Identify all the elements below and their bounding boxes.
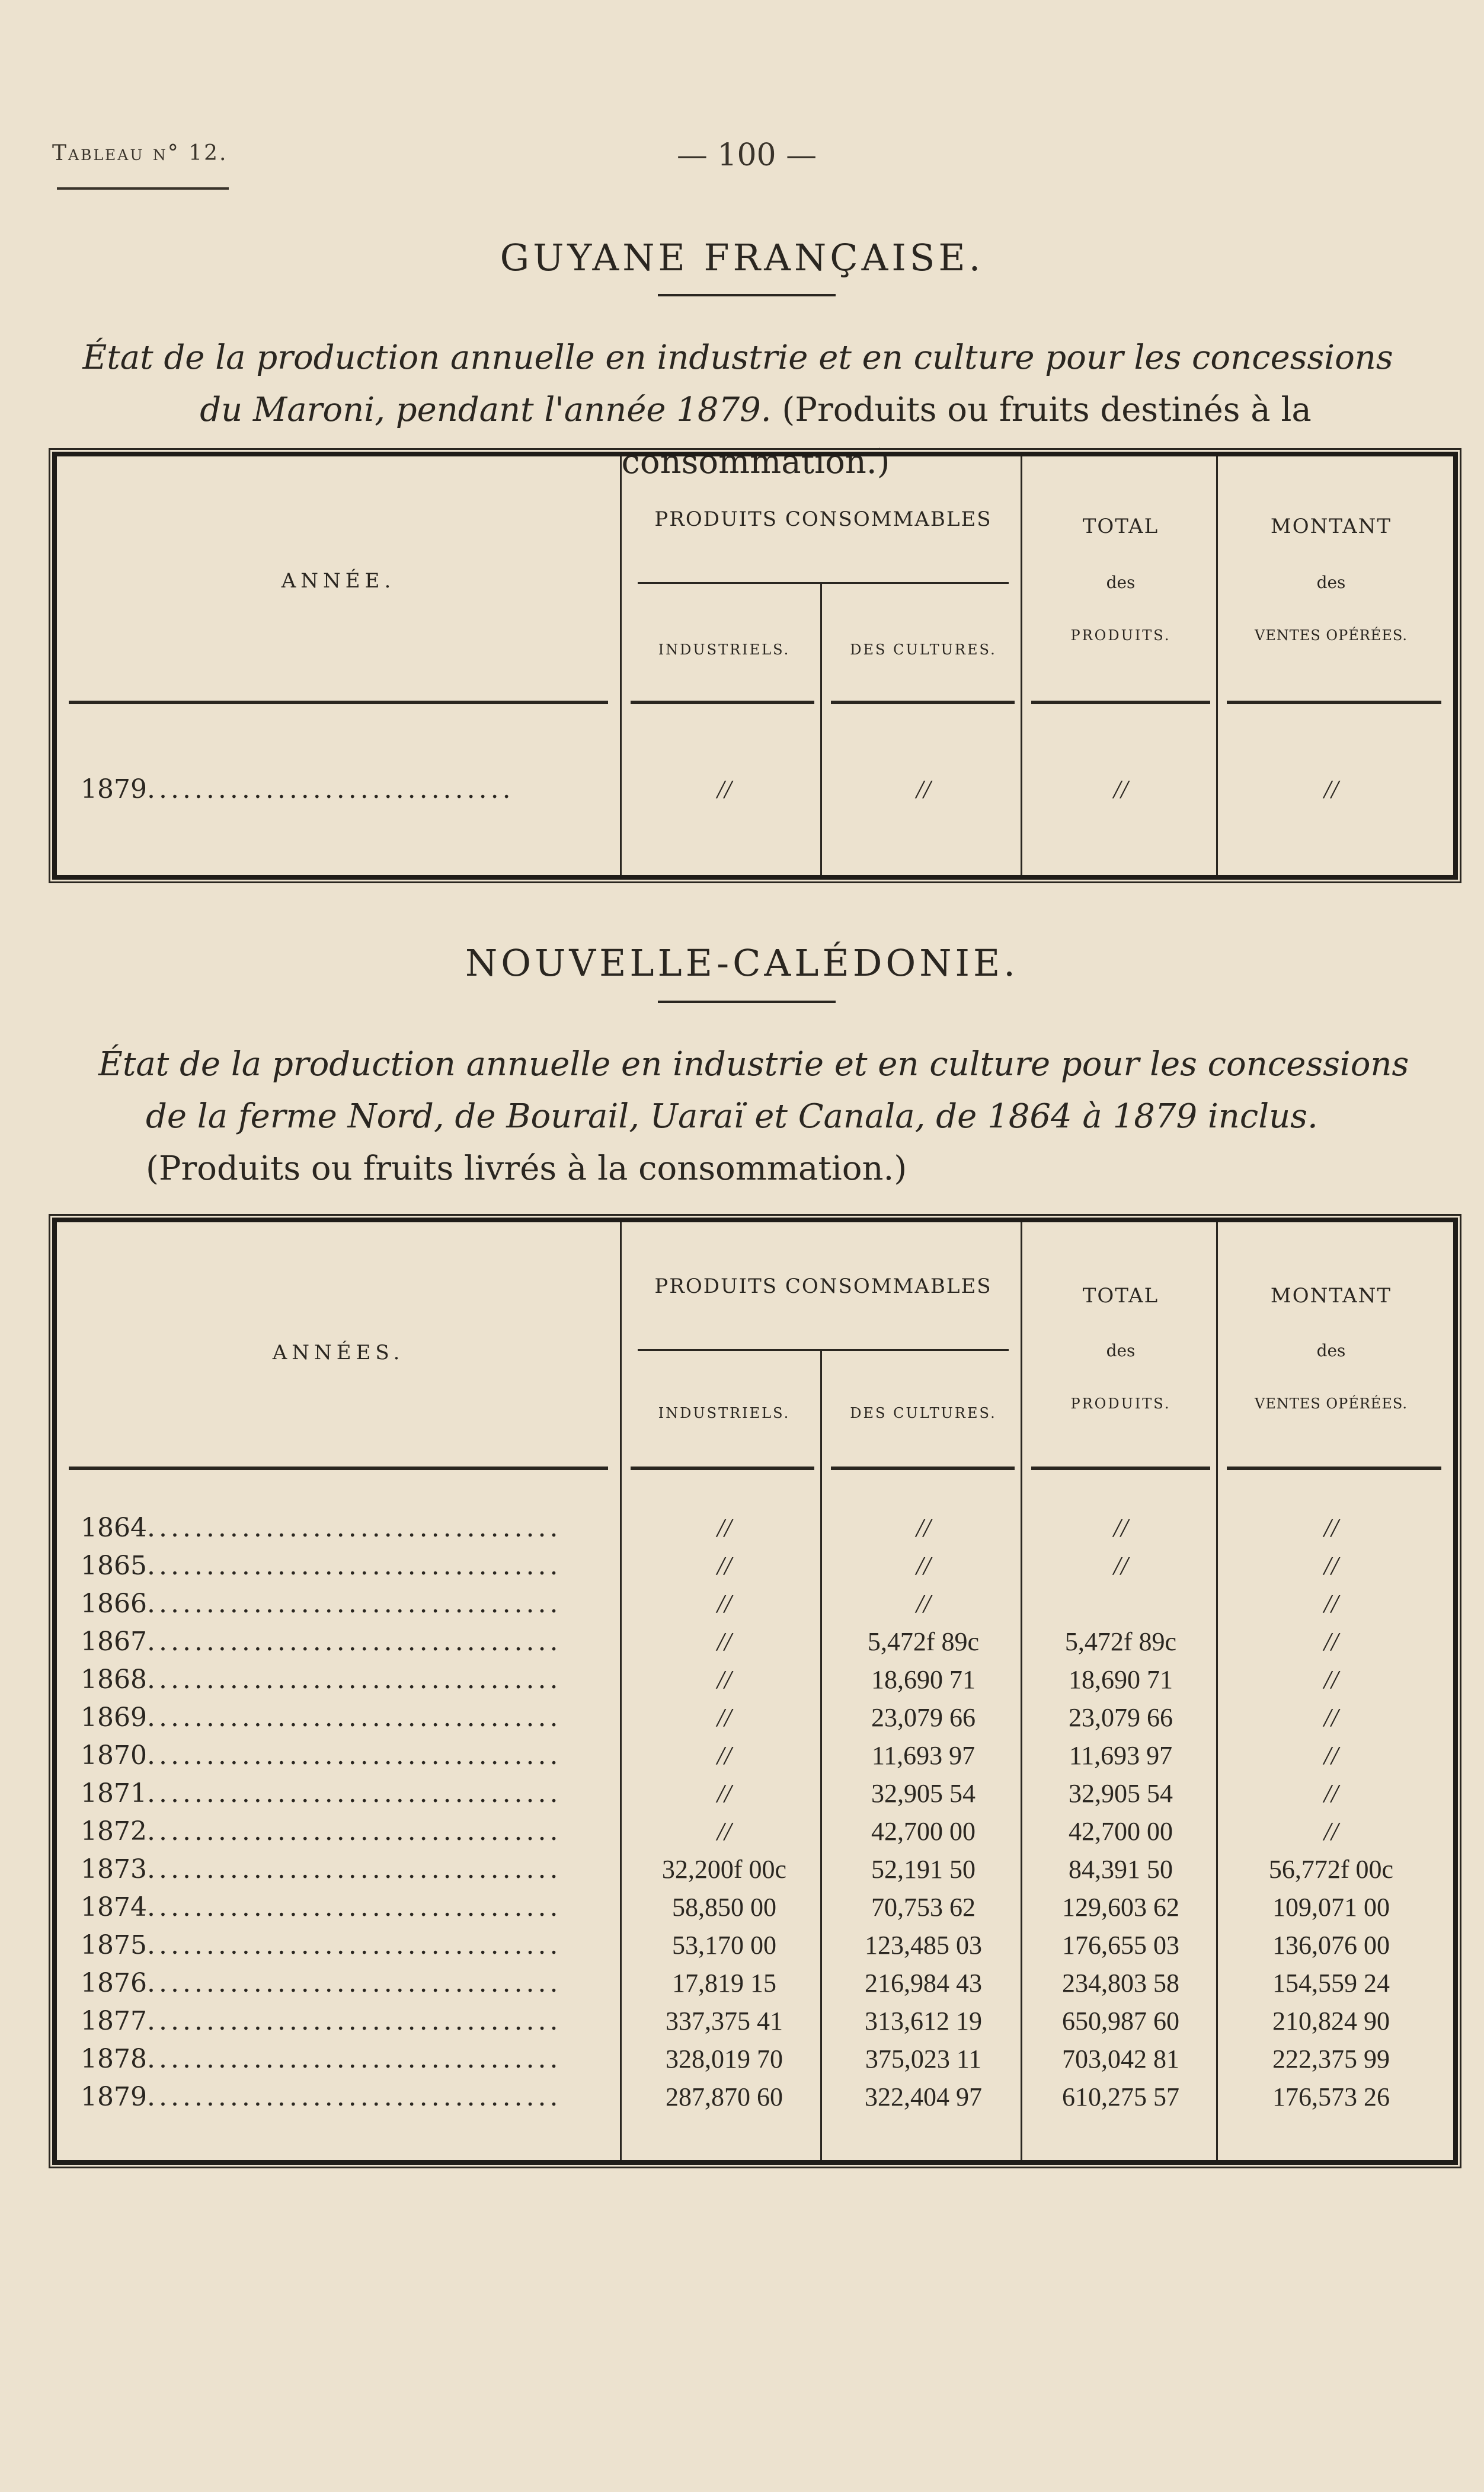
table-row	[57, 1585, 1453, 1623]
table-row	[57, 1623, 1453, 1661]
row-year: 1875...................................	[81, 1930, 562, 1960]
row-total: 650,987 60	[1062, 2007, 1179, 2036]
t2-header-cult: DES CULTURES.	[850, 1405, 997, 1421]
table-row	[57, 1813, 1453, 1851]
t1-header-group: PRODUITS CONSOMMABLES	[654, 507, 992, 531]
t2-header-rule	[831, 1467, 1015, 1470]
section1-title: GUYANE FRANÇAISE.	[500, 236, 984, 279]
t1-header-rule	[631, 701, 814, 704]
page-number: — 100 —	[676, 138, 817, 173]
row-cultures: 23,079 66	[871, 1703, 976, 1732]
row-total: 18,690 71	[1069, 1665, 1173, 1694]
table-row	[57, 1926, 1453, 1964]
table-row	[57, 1509, 1453, 1547]
row-total: 32,905 54	[1069, 1779, 1173, 1808]
row-cultures: //	[916, 775, 931, 804]
row-industriels: //	[717, 1513, 732, 1542]
row-year: 1867...................................	[81, 1627, 562, 1657]
row-year: 1871...................................	[81, 1778, 562, 1809]
row-total: 11,693 97	[1069, 1741, 1173, 1770]
row-industriels: 287,870 60	[666, 2082, 783, 2111]
t1-header-rule	[831, 701, 1015, 704]
row-total: 42,700 00	[1069, 1817, 1173, 1846]
row-industriels: //	[717, 1817, 732, 1846]
row-montant: 136,076 00	[1272, 1931, 1390, 1960]
row-montant: 109,071 00	[1272, 1893, 1390, 1922]
t1-header-total-2: des	[1106, 573, 1136, 592]
row-year: 1866...................................	[81, 1589, 562, 1619]
row-year: 1869...................................	[81, 1702, 562, 1733]
section1-table	[52, 452, 1458, 880]
row-year: 1878...................................	[81, 2044, 562, 2074]
table-row	[57, 2078, 1453, 2116]
t2-header-rule	[1031, 1467, 1210, 1470]
row-montant: //	[1323, 1627, 1339, 1656]
section2-caption-italic: État de la production annuelle en industrie et en culture pour les concessions de la ferme Nord, de Bourail, Uaraï et Canala, de 1864 à 1879 inclus.	[98, 1045, 1409, 1136]
row-industriels: //	[717, 1589, 732, 1618]
t2-header-ind: INDUSTRIELS.	[658, 1405, 791, 1421]
row-cultures: //	[916, 1513, 931, 1542]
row-total: 610,275 57	[1062, 2082, 1179, 2111]
row-cultures: //	[916, 1589, 931, 1618]
row-cultures: 5,472f 89c	[867, 1627, 980, 1656]
row-total: //	[1113, 1551, 1128, 1580]
t2-header-montant-2: des	[1316, 1341, 1346, 1360]
row-year: 1879...................................	[81, 2082, 562, 2112]
t1-header-rule	[1031, 701, 1210, 704]
row-cultures: 216,984 43	[865, 1969, 982, 1998]
t1-header-rule	[1227, 701, 1441, 704]
t2-header-rule	[69, 1467, 608, 1470]
table-row	[57, 1547, 1453, 1585]
t1-header-ind: INDUSTRIELS.	[658, 641, 791, 658]
row-montant: 176,573 26	[1272, 2082, 1390, 2111]
row-montant: 210,824 90	[1272, 2007, 1390, 2036]
t2-header-total-1: TOTAL	[1082, 1284, 1159, 1308]
tableau-label: Tableau n° 12.	[52, 141, 228, 165]
t1-header-total-3: PRODUITS.	[1070, 627, 1171, 644]
t1-header-rule	[69, 701, 608, 704]
row-year: 1873...................................	[81, 1854, 562, 1884]
row-cultures: 11,693 97	[871, 1741, 976, 1770]
row-cultures: 70,753 62	[871, 1893, 976, 1922]
table-row	[57, 771, 1453, 809]
table-row	[57, 1737, 1453, 1775]
row-cultures: 313,612 19	[865, 2007, 982, 2036]
t1-header-total-1: TOTAL	[1082, 515, 1159, 538]
row-montant: //	[1323, 1741, 1339, 1770]
t1-header-montant-2: des	[1316, 573, 1346, 592]
row-total: 234,803 58	[1062, 1969, 1179, 1998]
row-industriels: 328,019 70	[666, 2044, 783, 2074]
t2-header-rule	[631, 1467, 814, 1470]
t2-header-montant-3: VENTES OPÉRÉES.	[1254, 1395, 1408, 1412]
t2-header-total-3: PRODUITS.	[1070, 1395, 1171, 1412]
row-montant: //	[1323, 1779, 1339, 1808]
table-row	[57, 2002, 1453, 2040]
table-row	[57, 2040, 1453, 2078]
row-montant: //	[1323, 1817, 1339, 1846]
row-montant: //	[1323, 1513, 1339, 1542]
table-row	[57, 1775, 1453, 1813]
row-industriels: 58,850 00	[672, 1893, 776, 1922]
row-cultures: 18,690 71	[871, 1665, 976, 1694]
row-cultures: 32,905 54	[871, 1779, 976, 1808]
t1-col-divider	[1021, 456, 1022, 875]
row-total: 703,042 81	[1062, 2044, 1179, 2074]
row-total: //	[1113, 1513, 1128, 1542]
row-montant: //	[1323, 775, 1339, 804]
row-industriels: //	[717, 775, 732, 804]
row-year: 1865...................................	[81, 1551, 562, 1581]
section2-title: NOUVELLE-CALÉDONIE.	[465, 941, 1019, 985]
row-cultures: 322,404 97	[865, 2082, 982, 2111]
table-row	[57, 1699, 1453, 1737]
row-industriels: //	[717, 1779, 732, 1808]
row-year: 1876...................................	[81, 1968, 562, 1998]
t1-subcol-divider	[820, 583, 822, 875]
t1-header-montant-1: MONTANT	[1270, 515, 1392, 538]
t2-header-rule	[1227, 1467, 1441, 1470]
row-industriels: //	[717, 1665, 732, 1694]
row-industriels: 53,170 00	[672, 1931, 776, 1960]
t1-header-cult: DES CULTURES.	[850, 641, 997, 658]
row-total: 129,603 62	[1062, 1893, 1179, 1922]
row-cultures: 375,023 11	[865, 2044, 982, 2074]
row-montant: 56,772f 00c	[1268, 1855, 1394, 1884]
row-year: 1872...................................	[81, 1816, 562, 1846]
t1-header-montant-3: VENTES OPÉRÉES.	[1254, 627, 1408, 644]
row-montant: 154,559 24	[1272, 1969, 1390, 1998]
t1-col-divider	[1216, 456, 1218, 875]
row-year: 1879...............................	[81, 774, 514, 804]
table-row	[57, 1964, 1453, 2002]
section2-table	[52, 1218, 1458, 2165]
row-montant: //	[1323, 1589, 1339, 1618]
table-row	[57, 1661, 1453, 1699]
section2-title-rule	[658, 1001, 836, 1003]
t1-group-brace	[638, 582, 1009, 584]
row-montant: 222,375 99	[1272, 2044, 1390, 2074]
row-total: //	[1113, 775, 1128, 804]
section1-title-rule	[658, 294, 836, 296]
row-year: 1864...................................	[81, 1513, 562, 1543]
row-industriels: //	[717, 1627, 732, 1656]
t2-header-montant-1: MONTANT	[1270, 1284, 1392, 1308]
row-industriels: 17,819 15	[672, 1969, 776, 1998]
row-industriels: //	[717, 1551, 732, 1580]
section1-caption-italic: État de la production annuelle en industrie et en culture pour les concessions du Maroni, pendant l'année 1879.	[82, 338, 1393, 429]
section2-caption-plain: (Produits ou fruits livrés à la consommation.)	[146, 1149, 907, 1188]
t2-group-brace	[638, 1349, 1009, 1351]
row-montant: //	[1323, 1703, 1339, 1732]
row-industriels: //	[717, 1741, 732, 1770]
row-total: 5,472f 89c	[1064, 1627, 1177, 1656]
t2-header-year: ANNÉES.	[272, 1341, 405, 1365]
row-year: 1877...................................	[81, 2006, 562, 2036]
row-industriels: 337,375 41	[666, 2007, 783, 2036]
t1-col-divider	[620, 456, 622, 875]
table-row	[57, 1889, 1453, 1926]
row-year: 1874...................................	[81, 1892, 562, 1922]
tableau-rule	[57, 187, 229, 190]
section1-caption-plain: (Produits ou fruits destinés à la consommation.)	[621, 391, 1312, 481]
section2-caption	[98, 1039, 1456, 1195]
row-total: 84,391 50	[1069, 1855, 1173, 1884]
row-montant: //	[1323, 1551, 1339, 1580]
row-cultures: 123,485 03	[865, 1931, 982, 1960]
t2-header-total-2: des	[1106, 1341, 1136, 1360]
row-industriels: //	[717, 1703, 732, 1732]
row-montant: //	[1323, 1665, 1339, 1694]
table-row	[57, 1851, 1453, 1889]
t1-header-year: ANNÉE.	[281, 569, 396, 593]
row-total: 23,079 66	[1069, 1703, 1173, 1732]
row-year: 1870...................................	[81, 1740, 562, 1771]
t2-header-group: PRODUITS CONSOMMABLES	[654, 1274, 992, 1298]
row-industriels: 32,200f 00c	[661, 1855, 787, 1884]
row-cultures: //	[916, 1551, 931, 1580]
row-year: 1868...................................	[81, 1664, 562, 1695]
row-total: 176,655 03	[1062, 1931, 1179, 1960]
row-cultures: 42,700 00	[871, 1817, 976, 1846]
row-cultures: 52,191 50	[871, 1855, 976, 1884]
